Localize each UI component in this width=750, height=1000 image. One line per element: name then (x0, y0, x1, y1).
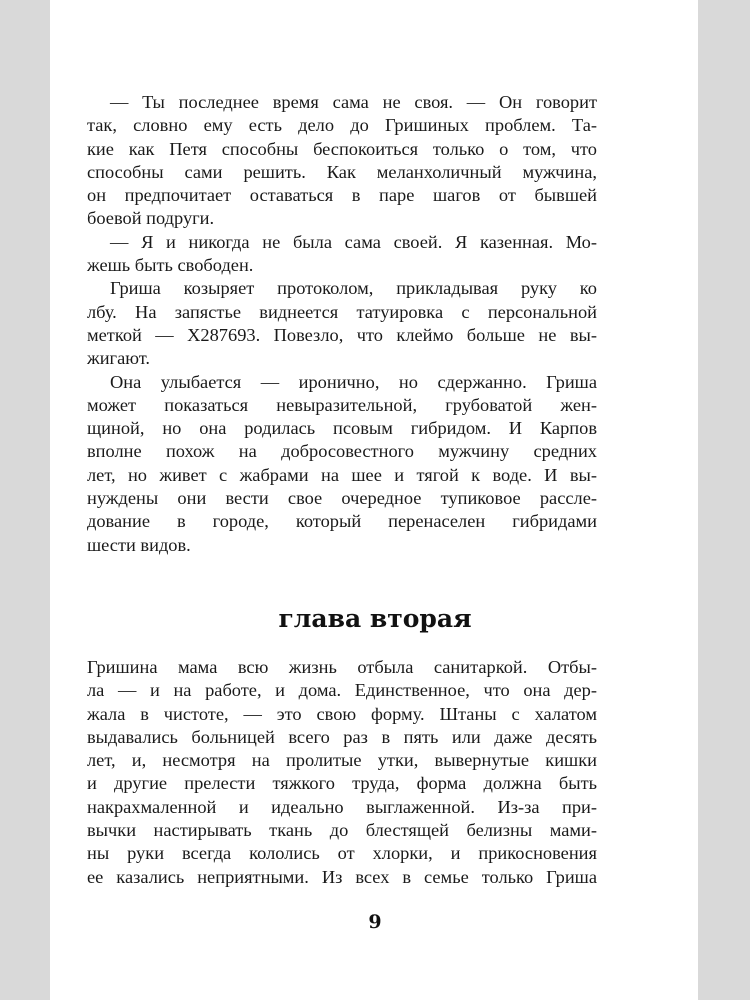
text-line: способны сами решить. Как меланхоличный мужчина, (87, 161, 597, 182)
text-section-2 (87, 656, 597, 889)
text-line: Она улыбается — иронично, но сдержанно. Гриша (110, 371, 597, 392)
text-line: шести видов. (87, 534, 191, 555)
text-line: лет, и, несмотря на пролитые утки, вывернутые кишки (87, 750, 597, 771)
chapter-title: глава вторая (278, 604, 472, 633)
text-line: Гришина мама всю жизнь отбыла санитаркой. Отбы- (87, 657, 597, 677)
text-line: нуждены они вести свое очередное тупиковое рассле- (87, 488, 597, 509)
text-line: щиной, но она родилась псовым гибридом. И Карпов (87, 418, 597, 439)
text-section-1 (87, 91, 597, 557)
text-line: выдавались больницей всего раз в пять или даже десять (87, 726, 597, 747)
text-line: ее казались неприятными. Из всех в семье только Гриша (87, 866, 597, 887)
text-line: боевой подруги. (87, 208, 215, 229)
text-line: так, словно ему есть дело до Гришиных проблем. Та- (87, 115, 597, 136)
text-line: и другие прелести тяжкого труда, форма должна быть (87, 773, 597, 794)
text-line: кие как Петя способны беспокоиться только о том, что (87, 138, 597, 159)
text-line: Гриша козыряет протоколом, прикладывая руку ко (110, 278, 597, 299)
text-line: — Ты последнее время сама не своя. — Он говорит (110, 92, 597, 112)
text-line: вычки настирывать ткань до блестящей белизны мами- (87, 820, 597, 841)
text-line: он предпочитает оставаться в паре шагов от бывшей (87, 185, 597, 206)
text-line: ны руки всегда кололись от хлорки, и прикосновения (87, 843, 597, 864)
text-line: дование в городе, который перенаселен гибридами (87, 511, 597, 532)
text-line: жигают. (87, 348, 151, 369)
text-line: — Я и никогда не была сама своей. Я казенная. Мо- (110, 231, 597, 252)
text-line: меткой — Х287693. Повезло, что клеймо больше не вы- (87, 324, 597, 345)
text-line: ла — и на работе, и дома. Единственное, что она дер- (87, 680, 597, 701)
text-line: вполне похож на добросовестного мужчину средних (87, 441, 597, 462)
text-line: лбу. На запястье виднеется татуировка с персональной (87, 301, 597, 322)
text-line: лет, но живет с жабрами на шее и тягой к воде. И вы- (87, 464, 597, 485)
text-line: может показаться невыразительной, грубоватой жен- (87, 394, 597, 415)
text-line: жешь быть свободен. (87, 255, 254, 276)
page-number: 9 (368, 911, 382, 933)
text-line: накрахмаленной и идеально выглаженной. Из-за при- (87, 796, 597, 817)
text-line: жала в чистоте, — это свою форму. Штаны с халатом (87, 703, 597, 724)
